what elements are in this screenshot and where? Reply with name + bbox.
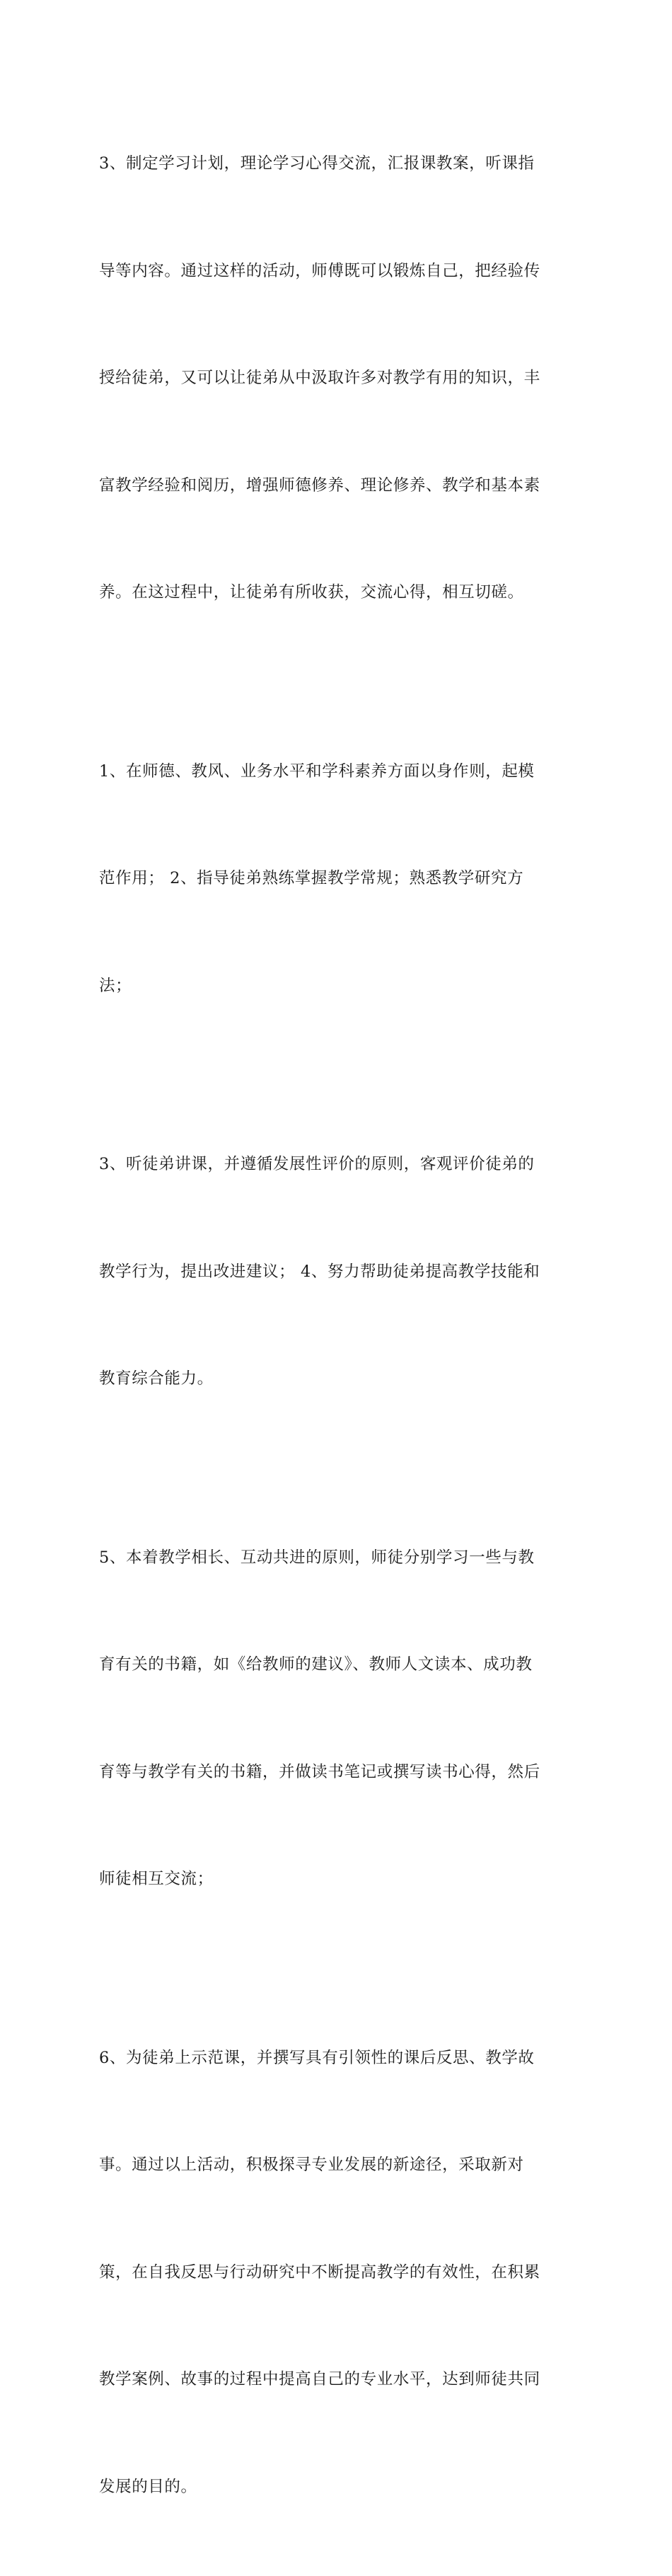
text-line: 教学案例、故事的过程中提高自己的专业水平，达到师徒共同 bbox=[99, 2362, 580, 2398]
text-line: 6、为徒弟上示范课，并撰写具有引领性的课后反思、教学故 bbox=[99, 2040, 580, 2076]
document-page bbox=[0, 0, 672, 870]
text-line: 授给徒弟，又可以让徒弟从中汲取许多对教学有用的知识，丰 bbox=[99, 360, 580, 396]
text-line: 3、听徒弟讲课，并遵循发展性评价的原则，客观评价徒弟的 bbox=[99, 1146, 580, 1183]
text-line: 3、制定学习计划，理论学习心得交流，汇报课教案，听课指 bbox=[99, 146, 580, 182]
paragraph-study-plan bbox=[99, 74, 580, 682]
text-line: 发展的目的。 bbox=[99, 2469, 580, 2505]
text-line: 1、在师德、教风、业务水平和学科素养方面以身作则，起模 bbox=[99, 754, 580, 790]
text-line: 师徒相互交流； bbox=[99, 1861, 580, 1897]
text-line: 教育综合能力。 bbox=[99, 1361, 580, 1397]
text-line: 育等与教学有关的书籍，并做读书笔记或撰写读书心得，然后 bbox=[99, 1754, 580, 1790]
paragraph-reading-study bbox=[99, 1468, 580, 1969]
text-line: 养。在这过程中，让徒弟有所收获，交流心得，相互切磋。 bbox=[99, 575, 580, 611]
text-line: 5、本着教学相长、互动共进的原则，师徒分别学习一些与教 bbox=[99, 1540, 580, 1576]
text-line: 富教学经验和阅历，增强师德修养、理论修养、教学和基本素 bbox=[99, 468, 580, 504]
text-line: 导等内容。通过这样的活动，师傅既可以锻炼自己，把经验传 bbox=[99, 253, 580, 289]
text-line: 教学行为，提出改进建议； 4、努力帮助徒弟提高教学技能和 bbox=[99, 1254, 580, 1290]
text-line: 法； bbox=[99, 968, 580, 1004]
text-line: 范作用； 2、指导徒弟熟练掌握教学常规；熟悉教学研究方 bbox=[99, 861, 580, 897]
text-line: 策，在自我反思与行动研究中不断提高教学的有效性，在积累 bbox=[99, 2255, 580, 2291]
document-body bbox=[99, 74, 580, 2576]
text-line: 育有关的书籍，如《给教师的建议》、教师人文读本、成功教 bbox=[99, 1647, 580, 1683]
paragraph-demonstration-lesson bbox=[99, 1969, 580, 2576]
paragraph-role-model bbox=[99, 682, 580, 1076]
text-line: 事。通过以上活动，积极探寻专业发展的新途径，采取新对 bbox=[99, 2147, 580, 2183]
paragraph-lesson-evaluation bbox=[99, 1075, 580, 1468]
